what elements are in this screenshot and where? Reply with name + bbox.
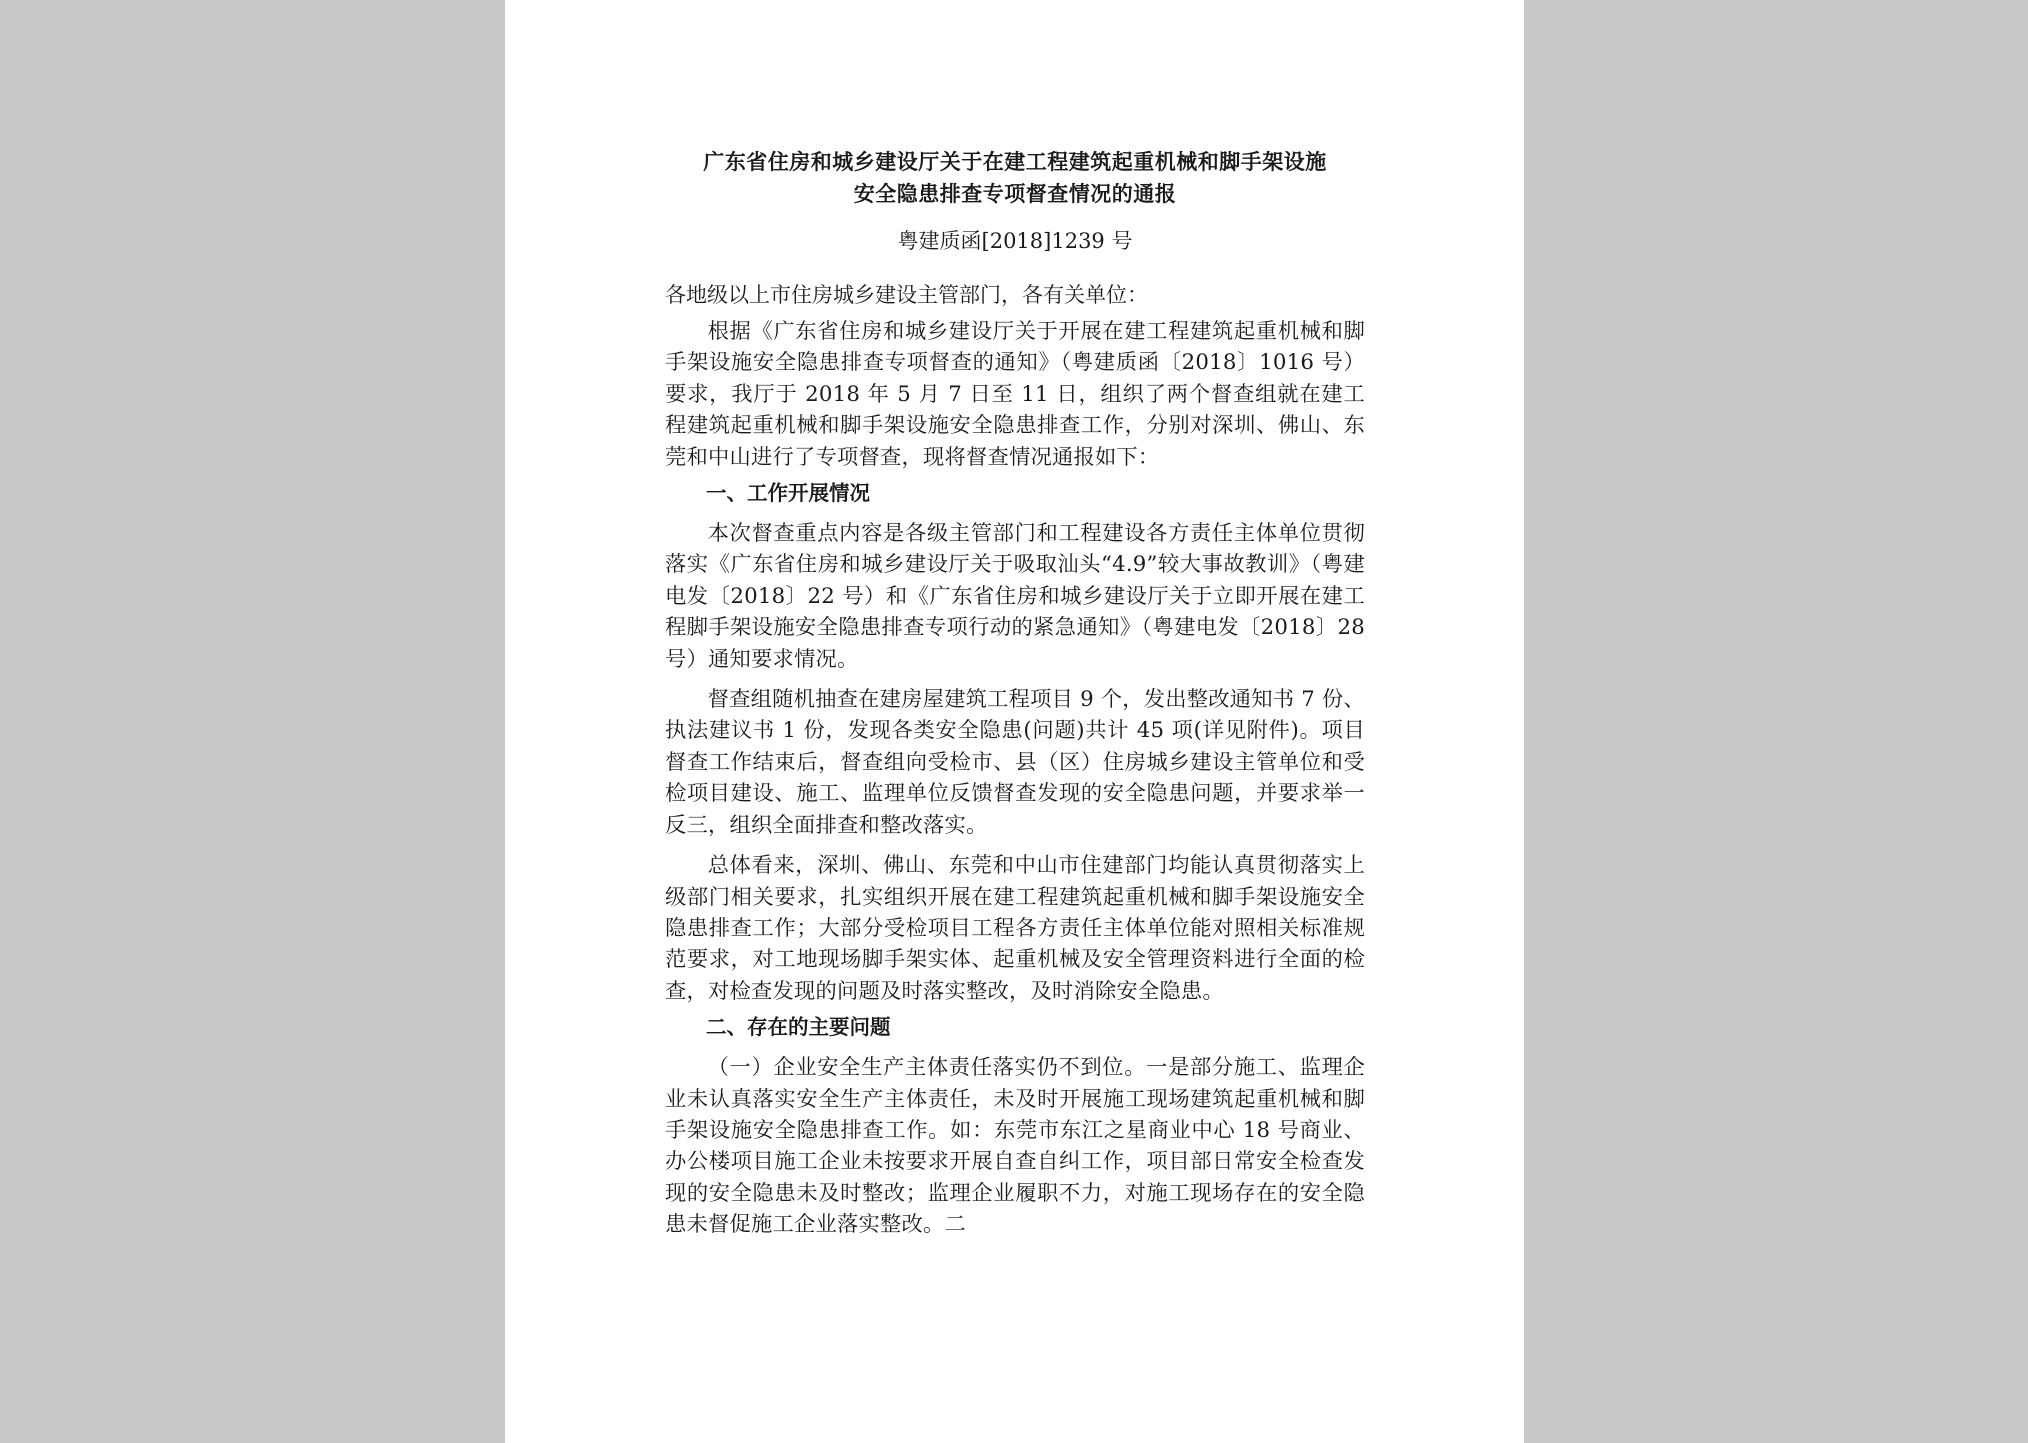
document-title-line-1: 广东省住房和城乡建设厅关于在建工程建筑起重机械和脚手架设施 — [703, 150, 1327, 174]
paragraph-overview: 总体看来，深圳、佛山、东莞和中山市住建部门均能认真贯彻落实上级部门相关要求，扎实组织开展在建工程建筑起重机械和脚手架设施安全隐患排查工作；大部分受检项目工程各方责任主体单位能对照相关标准规范要求，对工地现场脚手架实体、起重机械及安全管理资料进行全面的检查，对检查发现的问题及时落实整改，及时消除安全隐患。 — [665, 853, 1365, 1004]
document-number: 粤建质函[2018]1239 号 — [897, 229, 1133, 253]
document-page — [505, 0, 1524, 1443]
salutation: 各地级以上市住房城乡建设主管部门，各有关单位： — [665, 283, 1148, 307]
paragraph-inspection: 督查组随机抽查在建房屋建筑工程项目 9 个，发出整改通知书 7 份、执法建议书 1 份，发现各类安全隐患(问题)共计 45 项(详见附件)。项目督查工作结束后，督查组向受检市、县（区）住房城乡建设主管单位和受检项目建设、施工、监理单位反馈督查发现的安全隐患问题，并要求举一反三，组织全面排查和整改落实。 — [665, 687, 1365, 838]
document-title-line-2: 安全隐患排查专项督查情况的通报 — [853, 182, 1177, 206]
page-content — [665, 146, 1365, 1241]
paragraph-focus: 本次督查重点内容是各级主管部门和工程建设各方责任主体单位贯彻落实《广东省住房和城乡建设厅关于吸取汕头“4.9”较大事故教训》（粤建电发〔2018〕22 号）和《广东省住房和城乡建设厅关于立即开展在建工程脚手架设施安全隐患排查专项行动的紧急通知》（粤建电发〔2018〕28 号）通知要求情况。 — [665, 521, 1365, 672]
paragraph-issue-1: （一）企业安全生产主体责任落实仍不到位。一是部分施工、监理企业未认真落实安全生产主体责任，未及时开展施工现场建筑起重机械和脚手架设施安全隐患排查工作。如：东莞市东江之星商业中心 18 号商业、办公楼项目施工企业未按要求开展自查自纠工作，项目部日常安全检查发现的安全隐患未及时整改；监理企业履职不力，对施工现场存在的安全隐患未督促施工企业落实整改。二 — [665, 1055, 1365, 1238]
section-heading-2: 二、存在的主要问题 — [706, 1015, 891, 1040]
section-heading-1: 一、工作开展情况 — [706, 481, 870, 506]
paragraph-intro: 根据《广东省住房和城乡建设厅关于开展在建工程建筑起重机械和脚手架设施安全隐患排查专项督查的通知》（粤建质函〔2018〕1016 号）要求，我厅于 2018 年 5 月 7 日至 11 日，组织了两个督查组就在建工程建筑起重机械和脚手架设施安全隐患排查工作，分别对深圳、佛山、东莞和中山进行了专项督查，现将督查情况通报如下： — [665, 319, 1365, 470]
